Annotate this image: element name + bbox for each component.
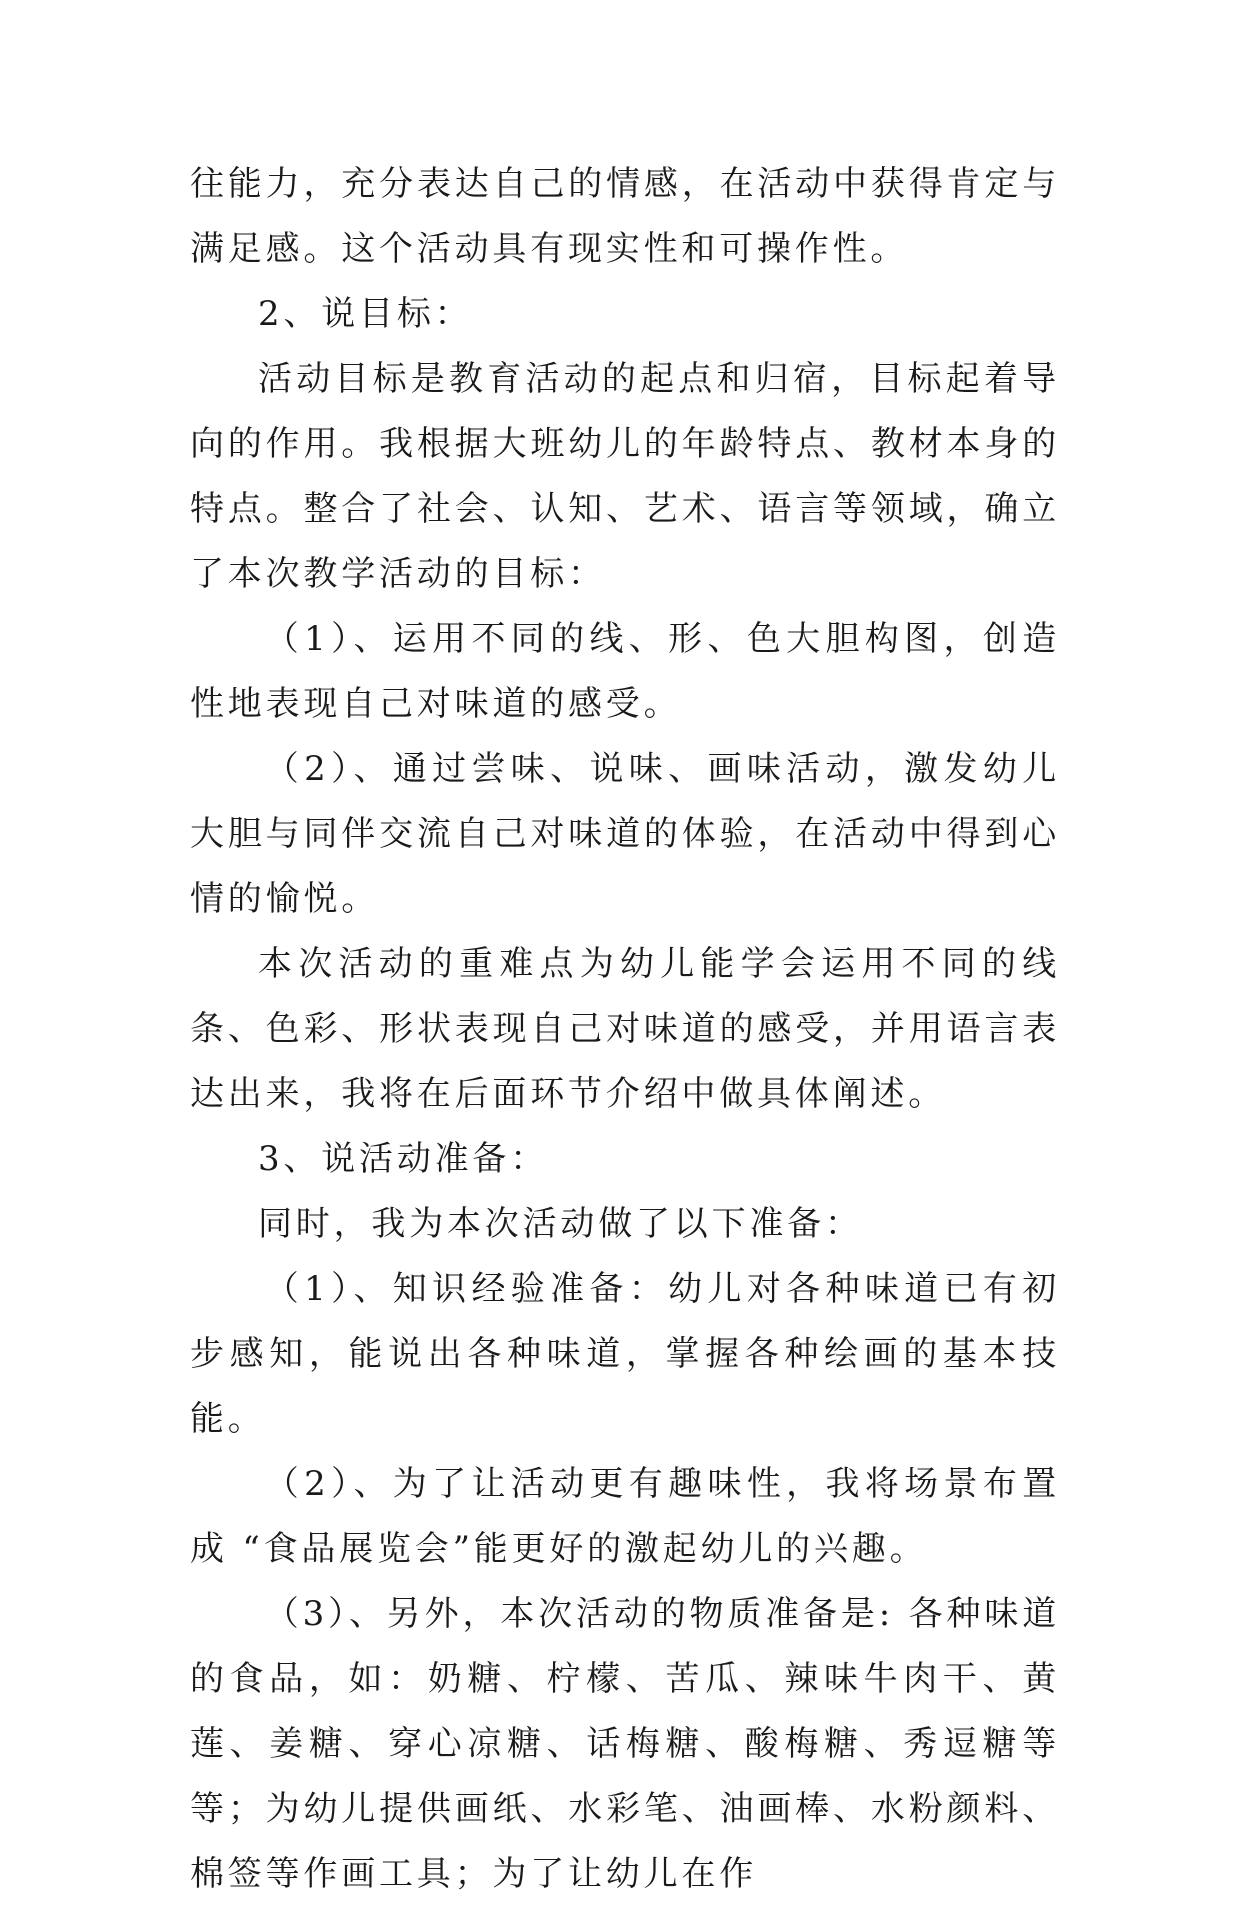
preparation-item-3: （3）、另外，本次活动的物质准备是: 各种味道的食品，如：奶糖、柠檬、苦瓜、辣味牛肉干、黄莲、姜糖、穿心凉糖、话梅糖、酸梅糖、秀逗糖等等；为幼儿提供画纸、水彩笔、油画棒、水粉颜料、棉签等作画工具；为了让幼儿在作 [190,1594,1060,1894]
paragraph-continuation: 往能力，充分表达自己的情感，在活动中获得肯定与满足感。这个活动具有现实性和可操作性。 [190,164,1060,269]
document-body [190,152,1060,1907]
preparation-item-1: （1）、知识经验准备：幼儿对各种味道已有初步感知，能说出各种味道，掌握各种绘画的基本技能。 [190,1269,1060,1439]
heading-goals: 2、说目标： [258,294,473,334]
paragraph-key-points: 本次活动的重难点为幼儿能学会运用不同的线条、色彩、形状表现自己对味道的感受，并用语言表达出来，我将在后面环节介绍中做具体阐述。 [190,944,1060,1114]
heading-preparation: 3、说活动准备： [258,1139,549,1179]
paragraph-preparation-intro: 同时，我为本次活动做了以下准备： [258,1204,863,1244]
goal-item-2: （2）、通过尝味、说味、画味活动，激发幼儿大胆与同伴交流自己对味道的体验，在活动中得到心情的愉悦。 [190,749,1060,919]
paragraph-goals-intro: 活动目标是教育活动的起点和归宿，目标起着导向的作用。我根据大班幼儿的年龄特点、教材本身的特点。整合了社会、认知、艺术、语言等领域，确立了本次教学活动的目标： [190,359,1060,594]
goal-item-1: （1）、运用不同的线、形、色大胆构图，创造性地表现自己对味道的感受。 [190,619,1060,724]
preparation-item-2: （2）、为了让活动更有趣味性，我将场景布置成 “食品展览会”能更好的激起幼儿的兴趣。 [190,1464,1060,1569]
